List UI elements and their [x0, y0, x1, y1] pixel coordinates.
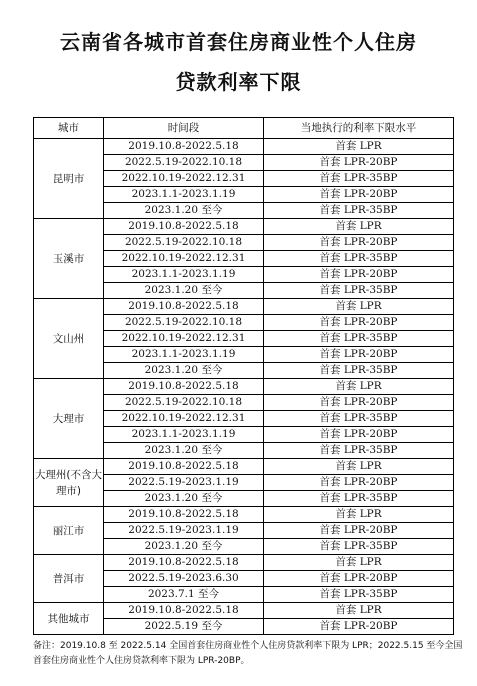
- table-row: [34, 603, 454, 619]
- table-row: [34, 459, 454, 475]
- city-cell: 其他城市: [34, 603, 104, 635]
- rate-cell: 首套 LPR: [264, 299, 454, 315]
- period-cell: 2022.5.19-2022.10.18: [104, 235, 264, 251]
- city-cell: 大理市: [34, 379, 104, 459]
- city-cell: 昆明市: [34, 139, 104, 219]
- rate-cell: 首套 LPR-20BP: [264, 155, 454, 171]
- period-cell: 2023.1.20 至今: [104, 539, 264, 555]
- rate-cell: 首套 LPR-35BP: [264, 443, 454, 459]
- rate-cell: 首套 LPR-20BP: [264, 235, 454, 251]
- rate-cell: 首套 LPR-35BP: [264, 363, 454, 379]
- rate-cell: 首套 LPR-20BP: [264, 187, 454, 203]
- period-cell: 2019.10.8-2022.5.18: [104, 299, 264, 315]
- rate-cell: 首套 LPR-35BP: [264, 203, 454, 219]
- header-city: 城市: [34, 118, 104, 139]
- footnote: 备注：2019.10.8 至 2022.5.14 全国首套住房商业性个人住房贷款利率下限为 LPR；2022.5.15 至今全国首套住房商业性个人住房贷款利率下限为 LPR-20BP。: [33, 641, 463, 666]
- period-cell: 2019.10.8-2022.5.18: [104, 603, 264, 619]
- city-cell: 普洱市: [34, 555, 104, 603]
- table-row: [34, 219, 454, 235]
- period-cell: 2023.1.1-2023.1.19: [104, 187, 264, 203]
- rate-cell: 首套 LPR-35BP: [264, 171, 454, 187]
- rate-cell: 首套 LPR-35BP: [264, 411, 454, 427]
- period-cell: 2023.1.1-2023.1.19: [104, 427, 264, 443]
- table-row: [34, 507, 454, 523]
- header-period: 时间段: [104, 118, 264, 139]
- period-cell: 2022.10.19-2022.12.31: [104, 331, 264, 347]
- period-cell: 2019.10.8-2022.5.18: [104, 555, 264, 571]
- period-cell: 2022.5.19-2023.1.19: [104, 475, 264, 491]
- page-title-line-2: 贷款利率下限: [175, 70, 302, 94]
- header-rate-floor: 当地执行的利率下限水平: [264, 118, 454, 139]
- table-body: [34, 139, 454, 635]
- rate-cell: 首套 LPR-35BP: [264, 331, 454, 347]
- rate-cell: 首套 LPR-20BP: [264, 267, 454, 283]
- period-cell: 2022.5.19-2022.10.18: [104, 395, 264, 411]
- period-cell: 2023.1.20 至今: [104, 491, 264, 507]
- period-cell: 2023.1.1-2023.1.19: [104, 347, 264, 363]
- period-cell: 2023.1.20 至今: [104, 363, 264, 379]
- rate-cell: 首套 LPR-35BP: [264, 491, 454, 507]
- period-cell: 2022.5.19-2022.10.18: [104, 315, 264, 331]
- rate-cell: 首套 LPR-35BP: [264, 587, 454, 603]
- period-cell: 2022.5.19-2023.6.30: [104, 571, 264, 587]
- period-cell: 2023.1.1-2023.1.19: [104, 267, 264, 283]
- table-row: [34, 379, 454, 395]
- rate-cell: 首套 LPR-20BP: [264, 347, 454, 363]
- period-cell: 2023.1.20 至今: [104, 443, 264, 459]
- rate-cell: 首套 LPR-20BP: [264, 619, 454, 635]
- page-title-line-1: 云南省各城市首套住房商业性个人住房: [60, 30, 417, 54]
- table-row: [34, 299, 454, 315]
- period-cell: 2019.10.8-2022.5.18: [104, 139, 264, 155]
- period-cell: 2022.5.19 至今: [104, 619, 264, 635]
- period-cell: 2019.10.8-2022.5.18: [104, 507, 264, 523]
- period-cell: 2022.10.19-2022.12.31: [104, 411, 264, 427]
- period-cell: 2019.10.8-2022.5.18: [104, 379, 264, 395]
- period-cell: 2019.10.8-2022.5.18: [104, 219, 264, 235]
- period-cell: 2022.10.19-2022.12.31: [104, 251, 264, 267]
- rate-cell: 首套 LPR-20BP: [264, 475, 454, 491]
- rate-cell: 首套 LPR: [264, 139, 454, 155]
- period-cell: 2022.10.19-2022.12.31: [104, 171, 264, 187]
- city-cell: 大理州(不含大理市): [34, 459, 104, 507]
- rate-cell: 首套 LPR-20BP: [264, 523, 454, 539]
- rate-cell: 首套 LPR: [264, 603, 454, 619]
- rate-cell: 首套 LPR: [264, 459, 454, 475]
- rate-cell: 首套 LPR-35BP: [264, 283, 454, 299]
- period-cell: 2023.7.1 至今: [104, 587, 264, 603]
- period-cell: 2023.1.20 至今: [104, 203, 264, 219]
- rate-cell: 首套 LPR-20BP: [264, 315, 454, 331]
- city-cell: 玉溪市: [34, 219, 104, 299]
- period-cell: 2019.10.8-2022.5.18: [104, 459, 264, 475]
- table-row: [34, 555, 454, 571]
- period-cell: 2023.1.20 至今: [104, 283, 264, 299]
- rate-cell: 首套 LPR: [264, 507, 454, 523]
- rate-cell: 首套 LPR: [264, 555, 454, 571]
- period-cell: 2022.5.19-2023.1.19: [104, 523, 264, 539]
- rate-cell: 首套 LPR-20BP: [264, 571, 454, 587]
- table-header-row: [34, 118, 454, 139]
- rate-cell: 首套 LPR-35BP: [264, 539, 454, 555]
- rate-cell: 首套 LPR-35BP: [264, 251, 454, 267]
- rate-cell: 首套 LPR-20BP: [264, 427, 454, 443]
- rate-cell: 首套 LPR: [264, 219, 454, 235]
- rate-table: [33, 117, 454, 635]
- city-cell: 丽江市: [34, 507, 104, 555]
- rate-cell: 首套 LPR: [264, 379, 454, 395]
- rate-cell: 首套 LPR-20BP: [264, 395, 454, 411]
- period-cell: 2022.5.19-2022.10.18: [104, 155, 264, 171]
- city-cell: 文山州: [34, 299, 104, 379]
- table-row: [34, 139, 454, 155]
